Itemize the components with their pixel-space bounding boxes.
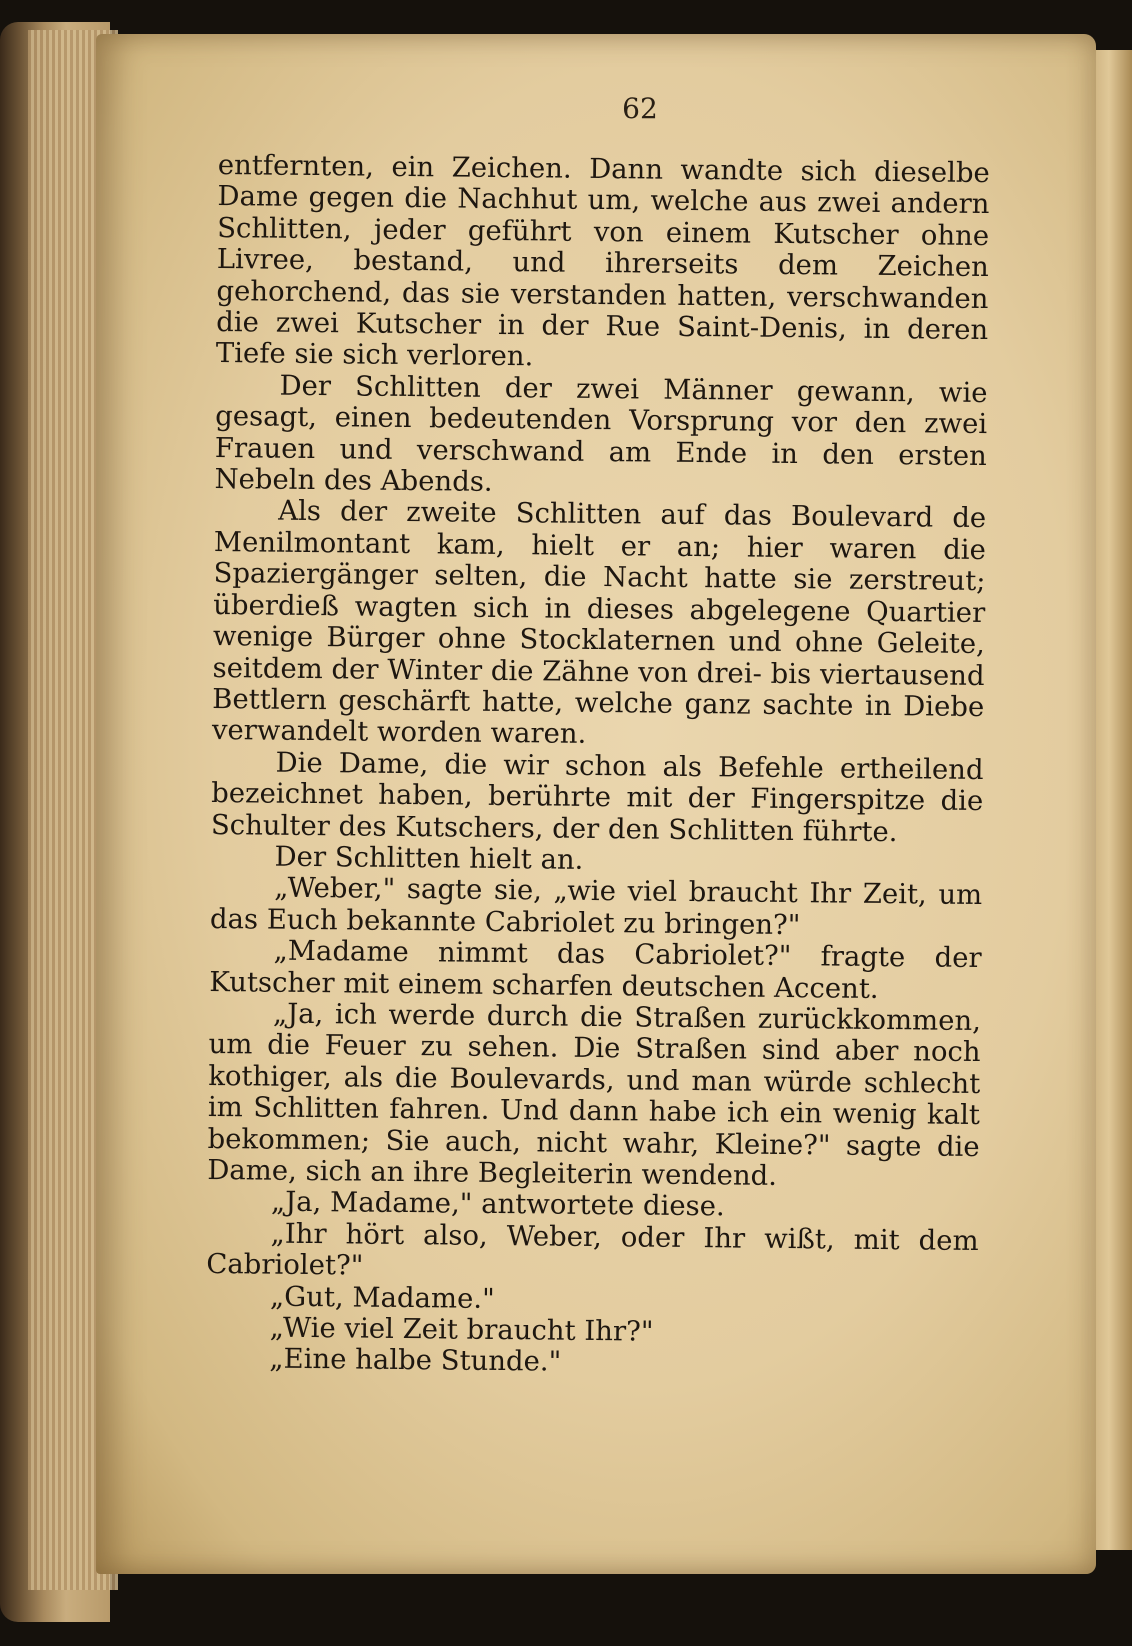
paragraph: „Wie viel Zeit braucht Ihr?" [269, 1311, 654, 1348]
paragraph: „Eine halbe Stunde." [269, 1343, 562, 1379]
paragraph: „Madame nimmt das Cabriolet?" fragte der Kutscher mit einem scharfen deutschen Accent. [209, 934, 982, 1005]
page-text [205, 150, 990, 1383]
paragraph: „Ihr hört also, Weber, oder Ihr wißt, mit dem Cabriolet?" [206, 1217, 979, 1282]
paragraph: „Weber," sagte sie, „wie viel braucht Ihr Zeit, um das Euch bekannte Cabriolet zu bringen?" [209, 871, 983, 941]
paragraph: Der Schlitten hielt an. [274, 840, 584, 876]
paragraph: Als der zweite Schlitten auf das Boulevard de Menilmontant kam, hielt er an; hier waren die Spaziergänger selten, die Nacht hatte sie zerstreut; überdieß wagten sich in dieses abgelegene Quartier wenige Bürger ohne Stocklaternen und ohne Geleite, seitdem der Winter die Zähne von drei- bis viertausend Bettlern geschärft hatte, welche ganz sachte in Diebe verwandelt worden waren. [211, 495, 987, 751]
paragraph: „Ja, Madame," antwortete diese. [270, 1186, 725, 1223]
paragraph: „Gut, Madame." [269, 1280, 495, 1315]
paragraph: entfernten, ein Zeichen. Dann wandte sich dieselbe Dame gegen die Nachhut um, welche aus zwei andern Schlitten, jeder geführt von einem Kutscher ohne Livree, bestand, und ihrerseits dem Zeichen gehorchend, das sie verstanden hatten, verschwanden die zwei Kutscher in der Rue Saint-Denis, in deren Tiefe sie sich verloren. [215, 149, 990, 373]
paragraph: Der Schlitten der zwei Männer gewann, wie gesagt, einen bedeutenden Vorsprung vor den zwei Frauen und verschwand am Ende in den ersten Nebeln des Abends. [214, 369, 988, 498]
paragraph: „Ja, ich werde durch die Straßen zurückkommen, um die Feuer zu sehen. Die Straßen sind aber noch kothiger, als die Boulevards, und man würde schlecht im Schlitten fahren. Und dann habe ich ein wenig kalt bekommen; Sie auch, nicht wahr, Kleine?" sagte die Dame, sich an ihre Begleiterin wendend. [207, 997, 982, 1192]
paragraph: Die Dame, die wir schon als Befehle ertheilend bezeichnet haben, berührte mit der Fingerspitze die Schulter des Kutschers, der den Schlitten führte. [210, 746, 984, 848]
page-number: 62 [622, 92, 658, 125]
